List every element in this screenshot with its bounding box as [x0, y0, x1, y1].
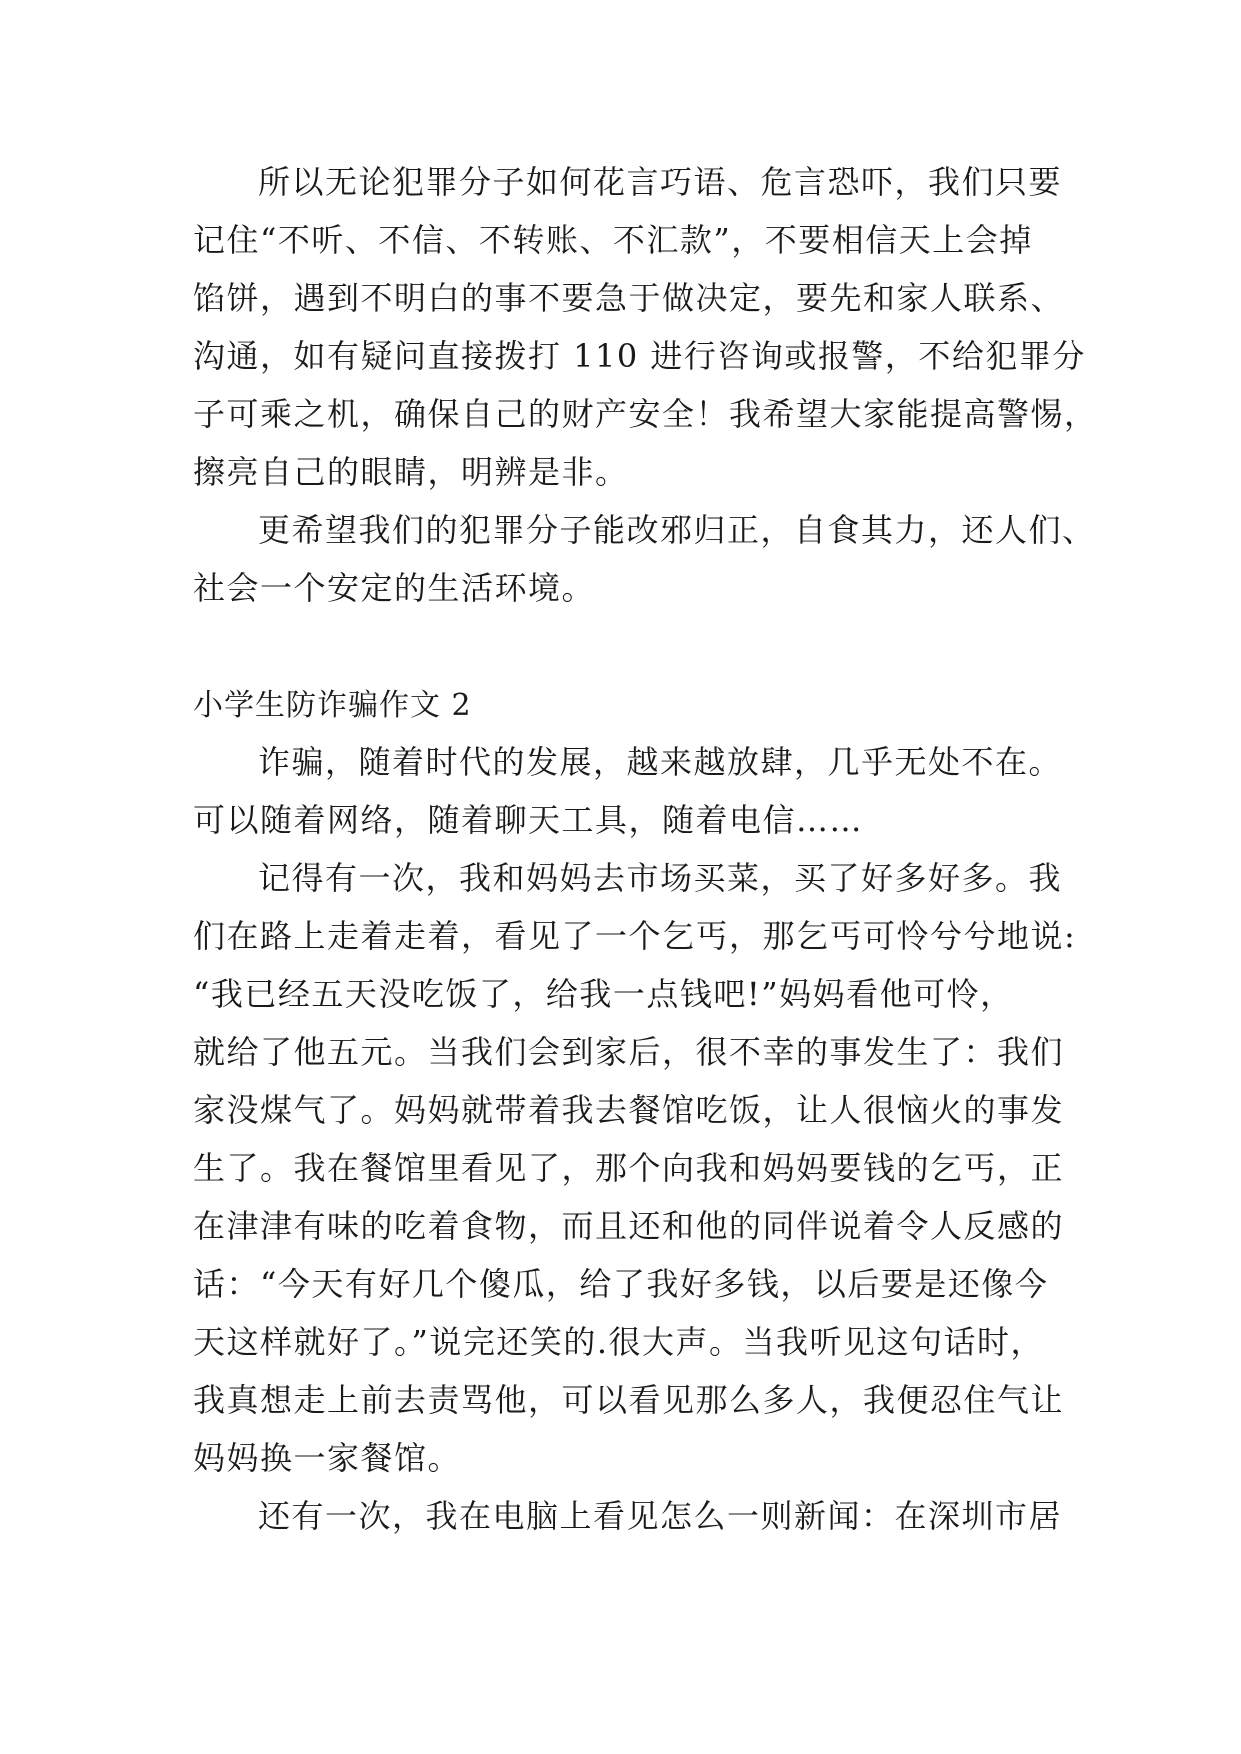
text-line: 记住“不听、不信、不转账、不汇款”，不要相信天上会掉	[193, 221, 1033, 259]
text-line: 天这样就好了。”说完还笑的.很大声。当我听见这句话时，	[193, 1323, 1045, 1361]
text-line: 可以随着网络，随着聊天工具，随着电信……	[193, 801, 864, 839]
text-line: 妈妈换一家餐馆。	[193, 1439, 462, 1477]
text-line: 在津津有味的吃着食物，而且还和他的同伴说着令人反感的	[193, 1207, 1065, 1245]
text-line: 们在路上走着走着，看见了一个乞丐，那乞丐可怜兮兮地说:	[193, 917, 1077, 955]
text-line: 家没煤气了。妈妈就带着我去餐馆吃饭，让人很恼火的事发	[193, 1091, 1065, 1129]
text-line: 馅饼，遇到不明白的事不要急于做决定，要先和家人联系、	[193, 279, 1065, 317]
text-line: 我真想走上前去责骂他，可以看见那么多人，我便忍住气让	[193, 1381, 1065, 1419]
text-line: 还有一次，我在电脑上看见怎么一则新闻：在深圳市居	[258, 1497, 1063, 1535]
text-line: 诈骗，随着时代的发展，越来越放肆，几乎无处不在。	[258, 743, 1063, 781]
text-line: 话：“今天有好几个傻瓜，给了我好多钱，以后要是还像今	[193, 1265, 1049, 1303]
text-line: 更希望我们的犯罪分子能改邪归正，自食其力，还人们、	[258, 511, 1096, 549]
text-line: 子可乘之机，确保自己的财产安全！我希望大家能提高警惕，	[193, 395, 1098, 433]
text-line: 擦亮自己的眼睛，明辨是非。	[193, 453, 629, 491]
text-line: 记得有一次，我和妈妈去市场买菜，买了好多好多。我	[258, 859, 1063, 897]
section-heading: 小学生防诈骗作文 2	[193, 688, 472, 723]
text-line: 沟通，如有疑问直接拨打 110 进行咨询或报警，不给犯罪分	[193, 337, 1086, 375]
text-line: 所以无论犯罪分子如何花言巧语、危言恐吓，我们只要	[258, 163, 1063, 201]
text-line: 生了。我在餐馆里看见了，那个向我和妈妈要钱的乞丐，正	[193, 1149, 1065, 1187]
text-line: “我已经五天没吃饭了，给我一点钱吧!”妈妈看他可怜，	[193, 975, 1014, 1013]
text-line: 就给了他五元。当我们会到家后，很不幸的事发生了：我们	[193, 1033, 1065, 1071]
text-line: 社会一个安定的生活环境。	[193, 569, 596, 607]
